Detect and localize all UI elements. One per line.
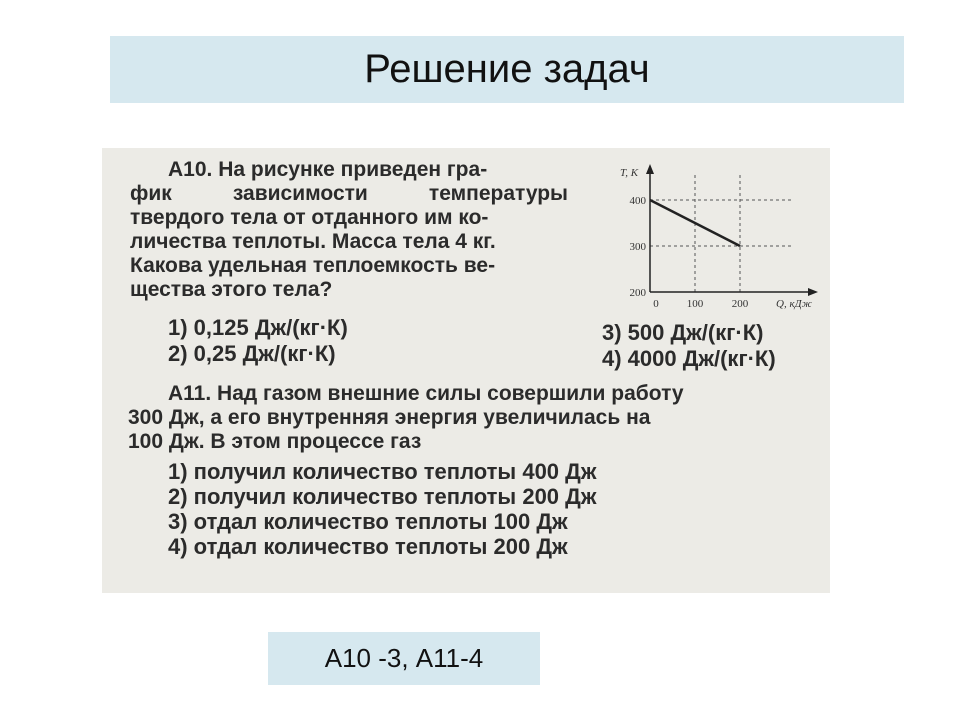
a10-line: личества теплоты. Масса тела 4 кг. [130, 230, 496, 253]
x-tick-label: 100 [686, 298, 704, 310]
a10-option: 2) 0,25 Дж/(кг·К) [168, 341, 336, 366]
answer-box [268, 632, 540, 685]
answer-text: А10 -3, А11-4 [324, 643, 484, 673]
x-axis-arrow-icon [808, 288, 818, 296]
a10-line: Какова удельная теплоемкость ве- [130, 254, 496, 277]
a10-line: твердого тела от отданного им ко- [130, 206, 489, 229]
a11-line: 100 Дж. В этом процессе газ [128, 430, 422, 453]
a10-line: А10. На рисунке приведен гра- [168, 158, 488, 181]
y-axis-arrow-icon [646, 164, 654, 174]
a11-line: А11. Над газом внешние силы совершили работу [168, 382, 684, 405]
x-tick-label: 200 [731, 298, 749, 310]
a10-option: 3) 500 Дж/(кг·К) [602, 320, 764, 345]
slide-title: Решение задач [364, 47, 650, 91]
a11-option: 4) отдал количество теплоты 200 Дж [168, 534, 568, 559]
y-tick-label: 300 [629, 241, 646, 253]
a11-line: 300 Дж, а его внутренняя энергия увеличилась на [128, 406, 651, 429]
a10-option: 4) 4000 Дж/(кг·К) [602, 346, 776, 371]
y-tick-label: 400 [629, 195, 646, 207]
a11-option: 1) получил количество теплоты 400 Дж [168, 459, 597, 484]
temperature-heat-graph [592, 160, 830, 320]
slide-title-bar [110, 36, 904, 103]
a11-option: 2) получил количество теплоты 200 Дж [168, 484, 597, 509]
y-tick-label: 200 [629, 287, 646, 299]
a10-option: 1) 0,125 Дж/(кг·К) [168, 315, 348, 340]
a10-line: фик зависимости температуры [130, 182, 568, 205]
x-axis-label: Q, кДж [776, 298, 812, 310]
textbook-scan [102, 148, 830, 593]
y-axis-label: T, К [620, 167, 639, 179]
x-tick-label: 0 [653, 298, 659, 310]
a10-line: щества этого тела? [130, 278, 333, 301]
a11-option: 3) отдал количество теплоты 100 Дж [168, 509, 568, 534]
